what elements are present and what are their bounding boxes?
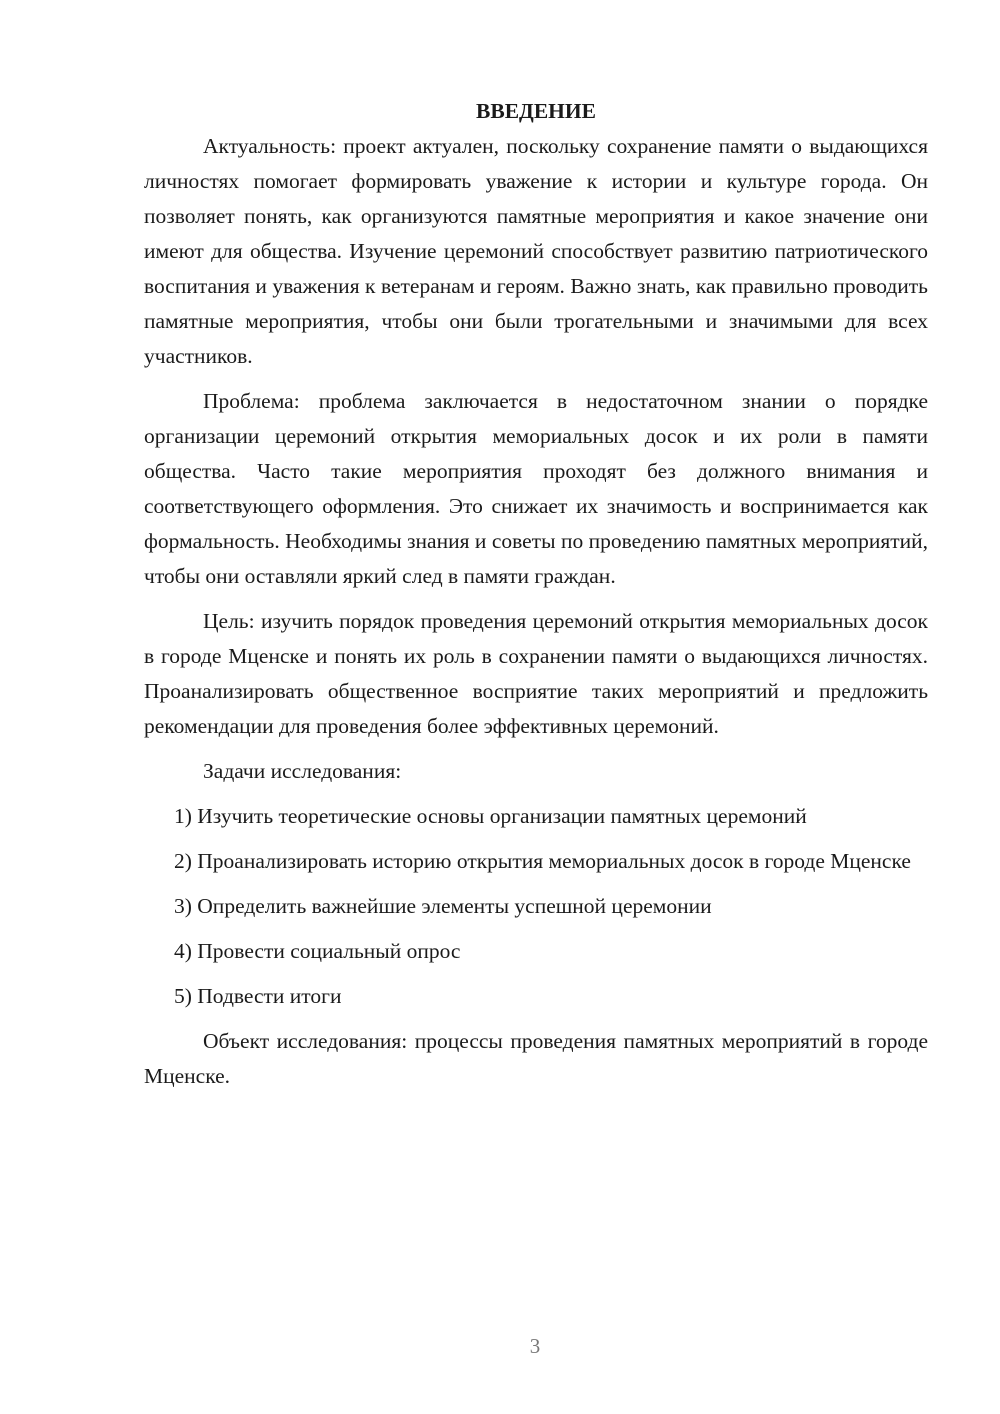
page-number: 3 (529, 1334, 541, 1358)
task-item: 5) Подвести итоги (174, 984, 342, 1008)
problem-paragraph: Проблема: проблема заключается в недостаточном знании о порядке организации церемоний открытия мемориальных досок и их роли в памяти общества. Часто такие мероприятия проходят без должного внимания и соответствующего оформления. Это снижает их значимость и воспринимается как формальность. Необходимы знания и советы по проведению памятных мероприятий, чтобы они оставляли яркий след в памяти граждан. (144, 389, 928, 588)
tasks-title: Задачи исследования: (203, 759, 402, 783)
task-item: 4) Провести социальный опрос (174, 939, 461, 963)
task-item: 3) Определить важнейшие элементы успешной церемонии (174, 894, 712, 918)
document-page (144, 94, 928, 1104)
task-item: 2) Проанализировать историю открытия мемориальных досок в городе Мценске (174, 849, 911, 873)
section-heading: ВВЕДЕНИЕ (476, 99, 596, 123)
goal-paragraph: Цель: изучить порядок проведения церемоний открытия мемориальных досок в городе Мценске и понять их роль в сохранении памяти о выдающихся личностях. Проанализировать общественное восприятие таких мероприятий и предложить рекомендации для проведения более эффективных церемоний. (144, 609, 928, 738)
object-paragraph: Объект исследования: процессы проведения памятных мероприятий в городе Мценске. (144, 1029, 928, 1088)
task-item: 1) Изучить теоретические основы организации памятных церемоний (174, 804, 807, 828)
relevance-paragraph: Актуальность: проект актуален, поскольку сохранение памяти о выдающихся личностях помогает формировать уважение к истории и культуре города. Он позволяет понять, как организуются памятные мероприятия и какое значение они имеют для общества. Изучение церемоний способствует развитию патриотического воспитания и уважения к ветеранам и героям. Важно знать, как правильно проводить памятные мероприятия, чтобы они были трогательными и значимыми для всех участников. (144, 134, 928, 368)
